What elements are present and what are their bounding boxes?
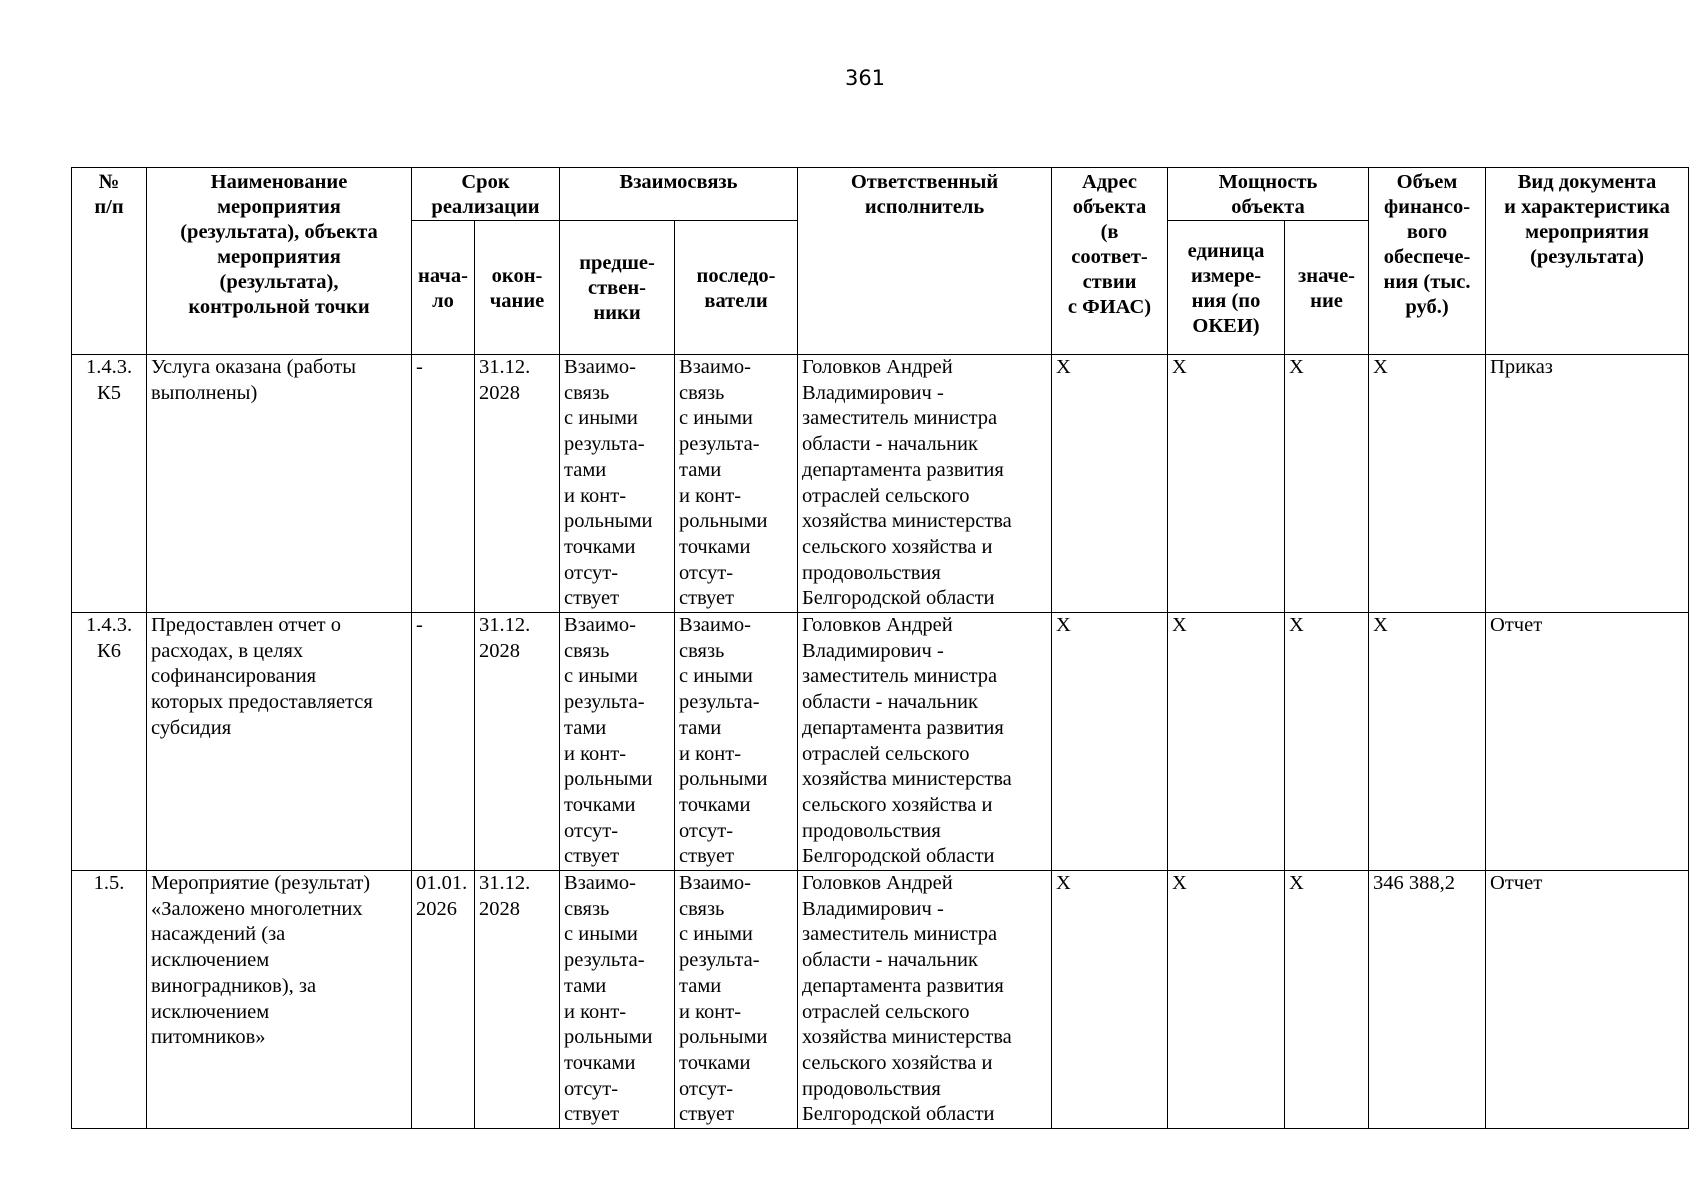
- header-name: Наименование мероприятия (результата), объекта мероприятия (результата), контрольной точки: [147, 168, 412, 355]
- row-doc: Приказ: [1486, 355, 1689, 613]
- row-finance: X: [1369, 355, 1486, 613]
- page-number: 361: [844, 66, 886, 90]
- header-capacity: Мощность объекта: [1168, 168, 1369, 221]
- row-num: 1.4.3. К5: [72, 355, 147, 613]
- row-num: 1.5.: [72, 871, 147, 1129]
- row-end: 31.12. 2028: [475, 355, 560, 613]
- row-end: 31.12. 2028: [475, 613, 560, 871]
- row-doc: Отчет: [1486, 871, 1689, 1129]
- row-prev: Взаимо- связь с иными результа- тами и конт- рольными точками отсут- ствует: [560, 355, 675, 613]
- row-start: -: [412, 613, 475, 871]
- header-term-end: окон- чание: [475, 221, 560, 355]
- row-doc: Отчет: [1486, 613, 1689, 871]
- row-start: -: [412, 355, 475, 613]
- header-term-start: нача- ло: [412, 221, 475, 355]
- row-next: Взаимо- связь с иными результа- тами и конт- рольными точками отсут- ствует: [675, 871, 798, 1129]
- header-link-next: последо- ватели: [675, 221, 798, 355]
- row-end: 31.12. 2028: [475, 871, 560, 1129]
- row-name: Услуга оказана (работы выполнены): [147, 355, 412, 613]
- row-executor: Головков Андрей Владимирович - заместитель министра области - начальник департамента развития отраслей сельского хозяйства министерства сельского хозяйства и продовольствия Белгородской области: [798, 871, 1052, 1129]
- row-executor: Головков Андрей Владимирович - заместитель министра области - начальник департамента развития отраслей сельского хозяйства министерства сельского хозяйства и продовольствия Белгородской области: [798, 613, 1052, 871]
- header-finance: Объем финансо- вого обеспече- ния (тыс. руб.): [1369, 168, 1486, 355]
- header-num: № п/п: [72, 168, 147, 355]
- row-name: Мероприятие (результат) «Заложено многолетних насаждений (за исключением виноградников), за исключением питомников»: [147, 871, 412, 1129]
- header-link: Взаимосвязь: [560, 168, 798, 221]
- row-address: X: [1052, 613, 1168, 871]
- table-header: [72, 168, 1689, 355]
- header-doc-type: Вид документа и характеристика мероприятия (результата): [1486, 168, 1689, 355]
- row-start: 01.01. 2026: [412, 871, 475, 1129]
- row-value: X: [1285, 613, 1369, 871]
- row-prev: Взаимо- связь с иными результа- тами и конт- рольными точками отсут- ствует: [560, 613, 675, 871]
- row-finance: X: [1369, 613, 1486, 871]
- row-address: X: [1052, 355, 1168, 613]
- row-next: Взаимо- связь с иными результа- тами и конт- рольными точками отсут- ствует: [675, 613, 798, 871]
- row-unit: X: [1168, 613, 1285, 871]
- header-executor: Ответственный исполнитель: [798, 168, 1052, 355]
- row-next: Взаимо- связь с иными результа- тами и конт- рольными точками отсут- ствует: [675, 355, 798, 613]
- row-value: X: [1285, 355, 1369, 613]
- table-row: [72, 355, 1689, 613]
- activities-table: [71, 167, 1689, 1129]
- table-body: [72, 355, 1689, 1129]
- header-link-prev: предше- ствен- ники: [560, 221, 675, 355]
- row-prev: Взаимо- связь с иными результа- тами и конт- рольными точками отсут- ствует: [560, 871, 675, 1129]
- header-cap-unit: единица измере- ния (по ОКЕИ): [1168, 221, 1285, 355]
- row-name: Предоставлен отчет о расходах, в целях софинансирования которых предоставляется субсидия: [147, 613, 412, 871]
- header-address: Адрес объекта (в соответ- ствии с ФИАС): [1052, 168, 1168, 355]
- row-num: 1.4.3. К6: [72, 613, 147, 871]
- row-address: X: [1052, 871, 1168, 1129]
- table-row: [72, 871, 1689, 1129]
- row-executor: Головков Андрей Владимирович - заместитель министра области - начальник департамента развития отраслей сельского хозяйства министерства сельского хозяйства и продовольствия Белгородской области: [798, 355, 1052, 613]
- table-row: [72, 613, 1689, 871]
- header-term: Срок реализации: [412, 168, 560, 221]
- row-finance: 346 388,2: [1369, 871, 1486, 1129]
- row-value: X: [1285, 871, 1369, 1129]
- row-unit: X: [1168, 355, 1285, 613]
- header-cap-value: значе- ние: [1285, 221, 1369, 355]
- row-unit: X: [1168, 871, 1285, 1129]
